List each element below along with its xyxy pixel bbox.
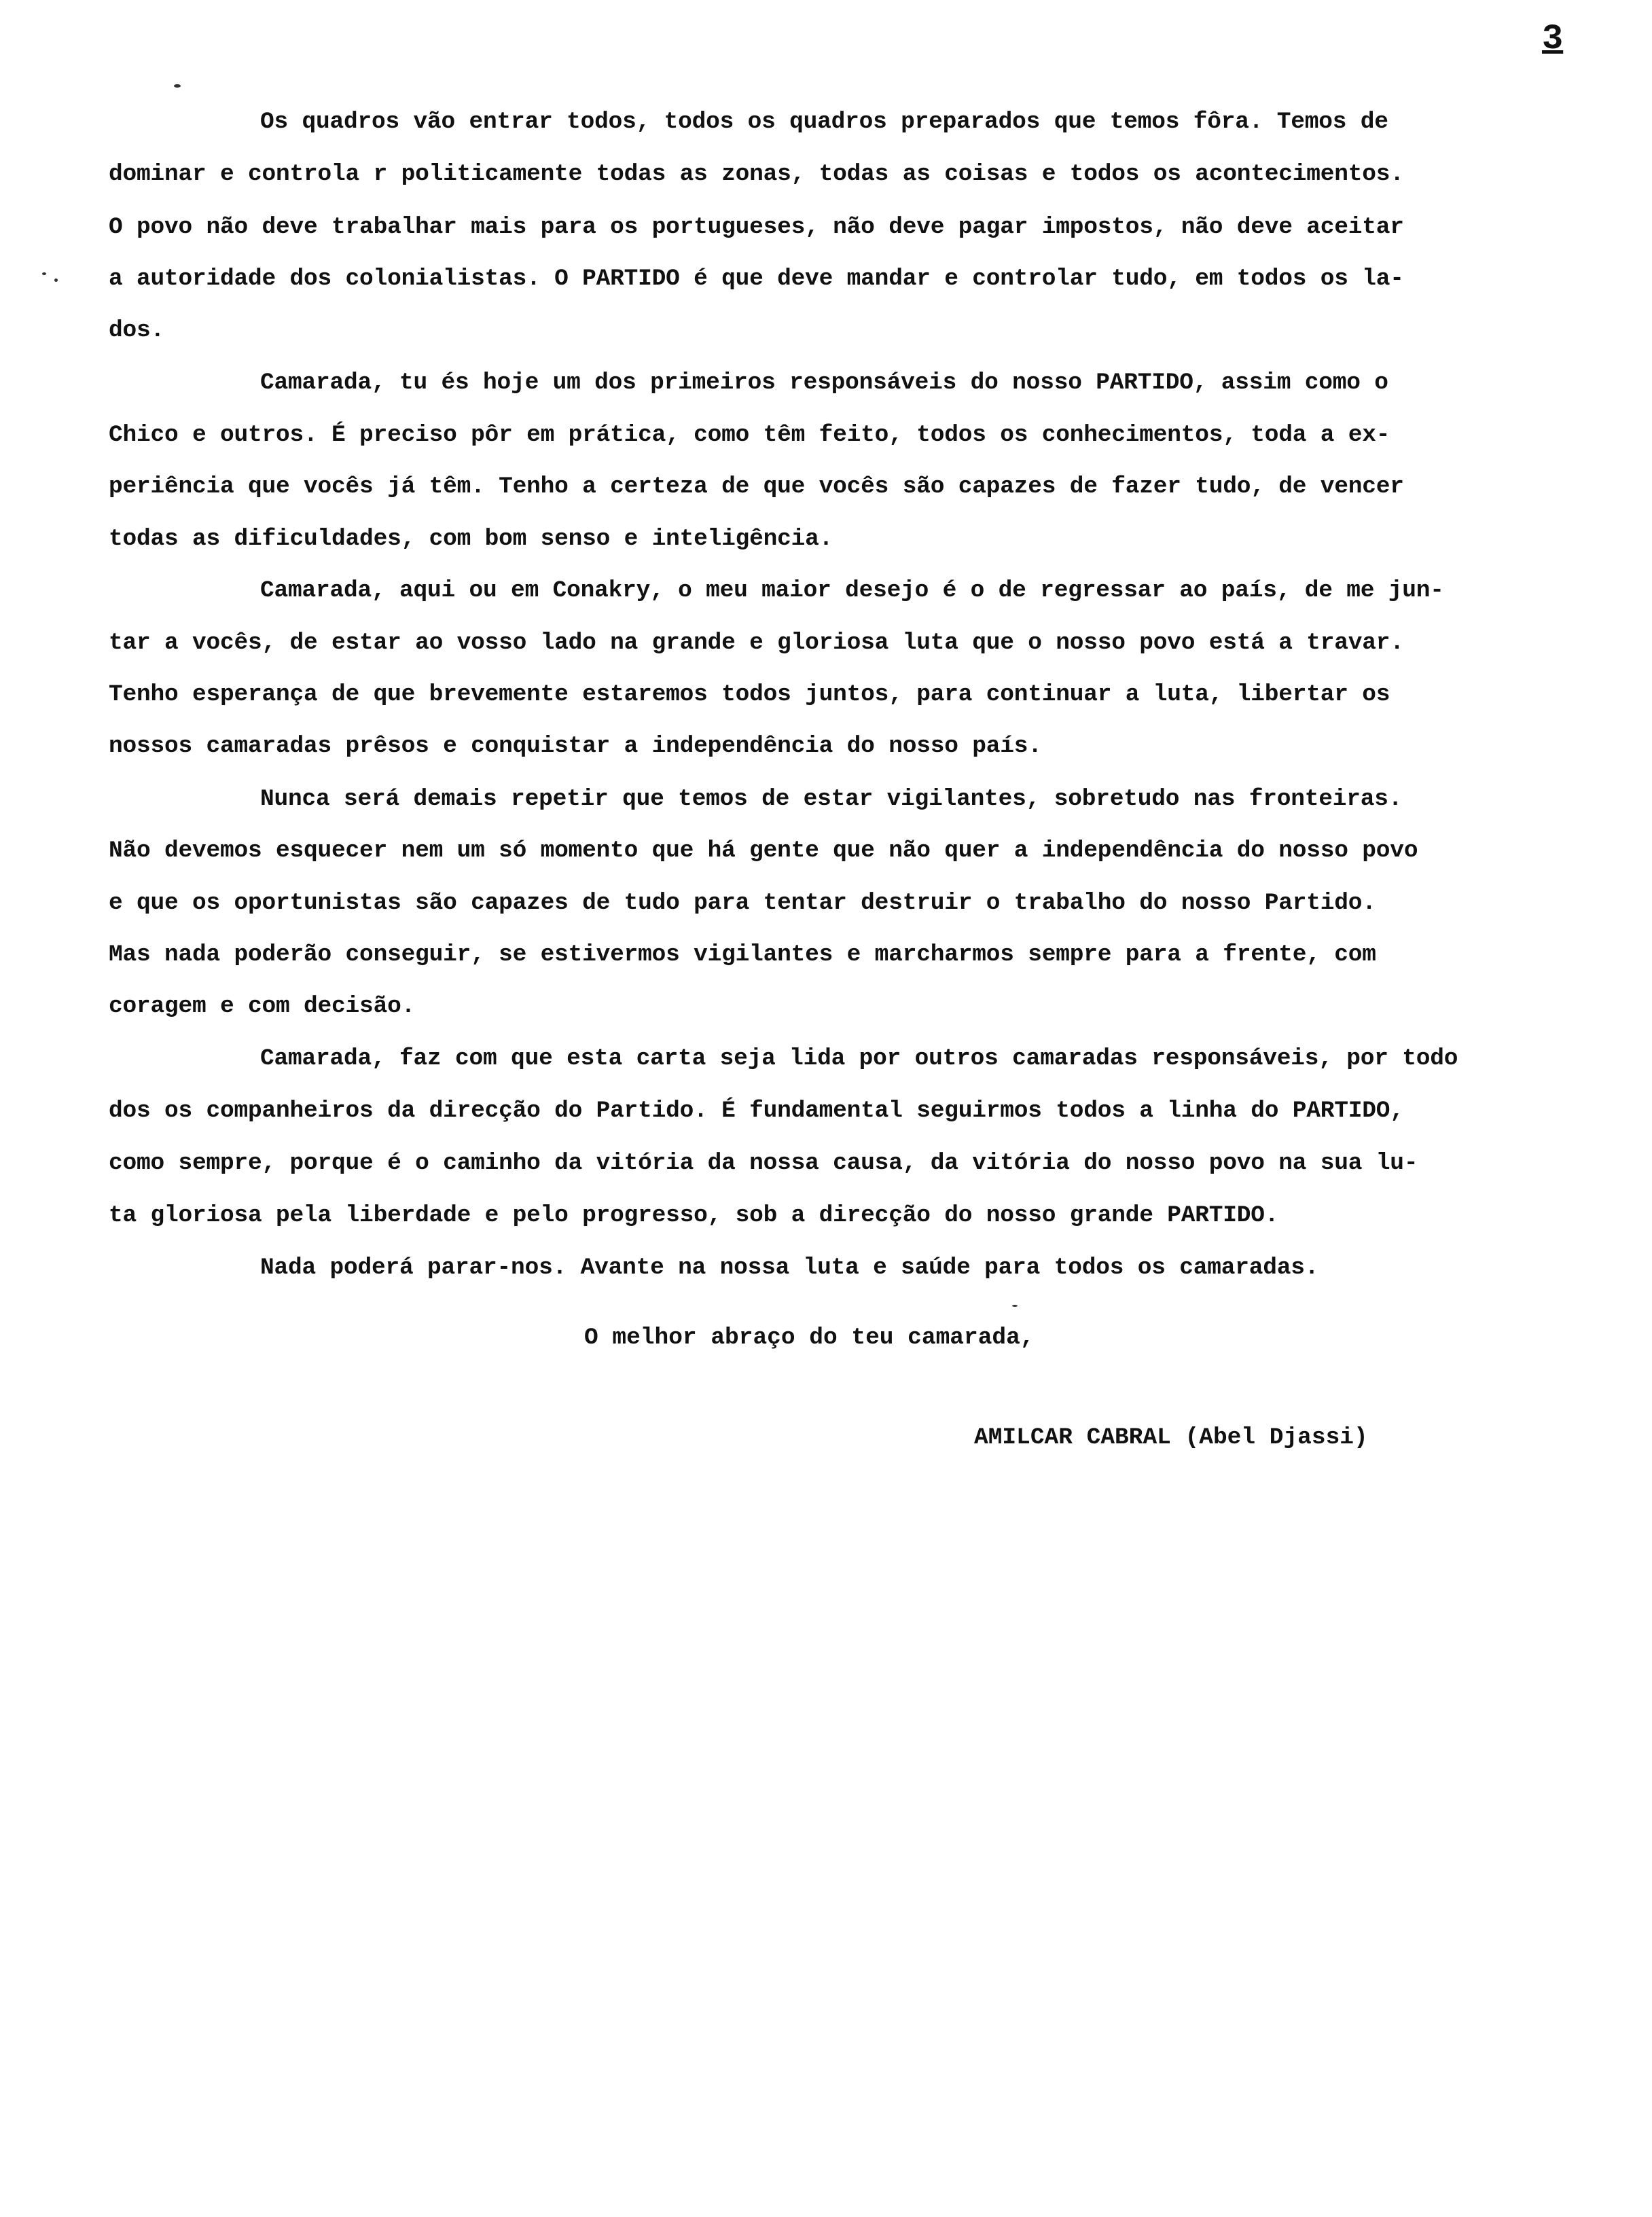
text-line: O povo não deve trabalhar mais para os portugueses, não deve pagar impostos, não deve aceitar <box>109 214 1404 240</box>
scan-speck <box>174 84 181 88</box>
scan-speck <box>1012 1305 1018 1307</box>
text-line: Chico e outros. É preciso pôr em prática, como têm feito, todos os conhecimentos, toda a ex- <box>109 422 1390 448</box>
text-line: e que os oportunistas são capazes de tudo para tentar destruir o trabalho do nosso Partido. <box>109 890 1376 916</box>
text-line: Mas nada poderão conseguir, se estivermos vigilantes e marcharmos sempre para a frente, com <box>109 941 1376 968</box>
text-line: ta gloriosa pela liberdade e pelo progresso, sob a direcção do nosso grande PARTIDO. <box>109 1202 1279 1229</box>
text-line: Camarada, tu és hoje um dos primeiros responsáveis do nosso PARTIDO, assim como o <box>260 370 1388 396</box>
text-line: Os quadros vão entrar todos, todos os quadros preparados que temos fôra. Temos de <box>260 109 1388 135</box>
scan-speck <box>42 272 46 275</box>
text-line: a autoridade dos colonialistas. O PARTIDO é que deve mandar e controlar tudo, em todos os la- <box>109 266 1404 292</box>
text-line: nossos camaradas prêsos e conquistar a independência do nosso país. <box>109 733 1042 759</box>
text-line: coragem e com decisão. <box>109 993 416 1020</box>
text-line: Camarada, faz com que esta carta seja lida por outros camaradas responsáveis, por todo <box>260 1045 1458 1072</box>
text-line: dominar e controla r politicamente todas as zonas, todas as coisas e todos os acontecimentos. <box>109 161 1404 187</box>
text-line: tar a vocês, de estar ao vosso lado na grande e gloriosa luta que o nosso povo está a travar. <box>109 630 1404 656</box>
text-line: Camarada, aqui ou em Conakry, o meu maior desejo é o de regressar ao país, de me jun- <box>260 577 1444 604</box>
text-line: periência que vocês já têm. Tenho a certeza de que vocês são capazes de fazer tudo, de vencer <box>109 473 1404 500</box>
text-line: dos os companheiros da direcção do Partido. É fundamental seguirmos todos a linha do PARTIDO, <box>109 1098 1404 1124</box>
text-line: Tenho esperança de que brevemente estaremos todos juntos, para continuar a luta, libertar os <box>109 681 1390 708</box>
signature: AMILCAR CABRAL (Abel Djassi) <box>974 1424 1368 1451</box>
closing-salutation: O melhor abraço do teu camarada, <box>584 1324 1035 1351</box>
scan-speck <box>54 278 58 282</box>
text-line: Não devemos esquecer nem um só momento que há gente que não quer a independência do nosso povo <box>109 837 1418 864</box>
text-line: dos. <box>109 317 165 344</box>
text-line: Nada poderá parar-nos. Avante na nossa luta e saúde para todos os camaradas. <box>260 1255 1319 1281</box>
text-line: todas as dificuldades, com bom senso e inteligência. <box>109 526 833 552</box>
page-number: 3 <box>1542 19 1564 59</box>
text-line: como sempre, porque é o caminho da vitória da nossa causa, da vitória do nosso povo na sua lu- <box>109 1150 1418 1176</box>
text-line: Nunca será demais repetir que temos de estar vigilantes, sobretudo nas fronteiras. <box>260 786 1403 812</box>
